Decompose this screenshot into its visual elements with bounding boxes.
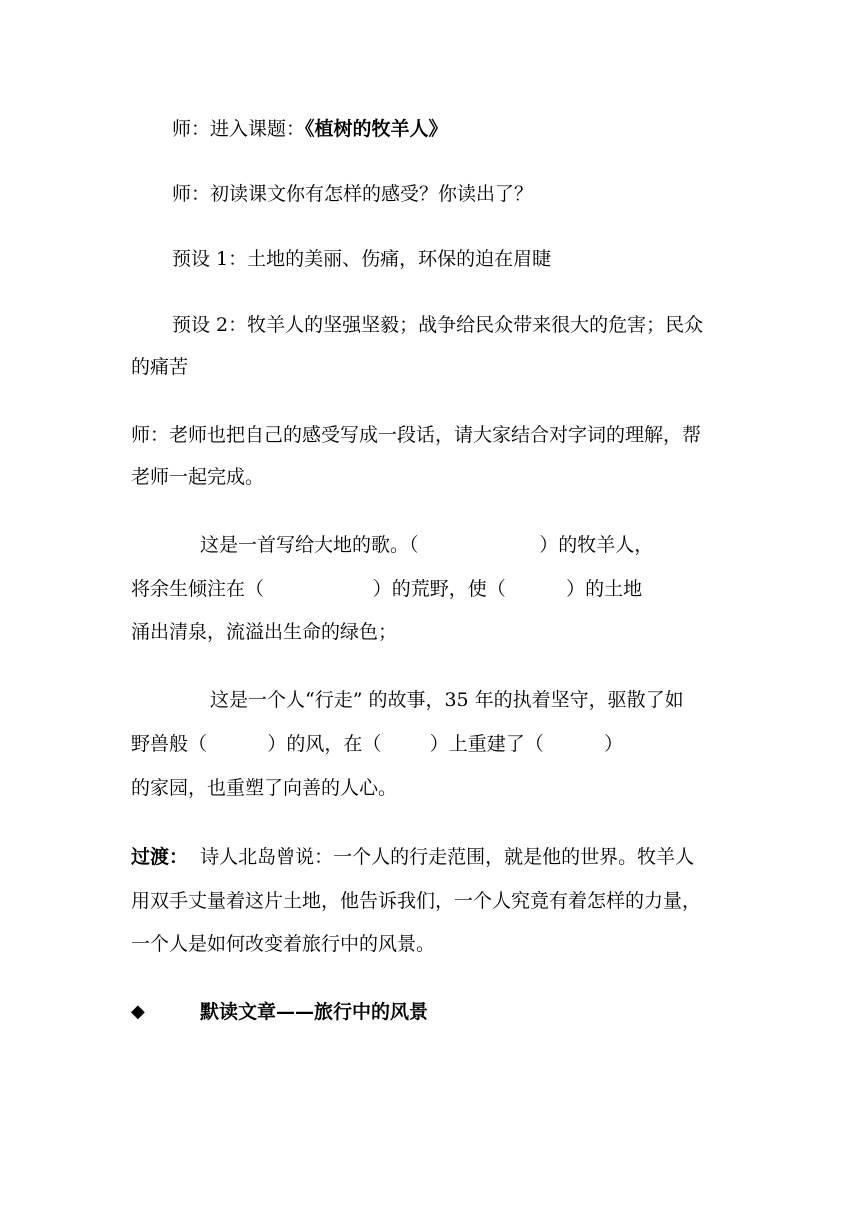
transition-text-1: 诗人北岛曾说：一个人的行走范围，就是他的世界。牧羊人 bbox=[188, 846, 695, 868]
transition-label: 过渡： bbox=[131, 846, 189, 868]
transition-line-1 bbox=[131, 845, 694, 869]
fill-paragraph-1c: 涌出清泉，流溢出生命的绿色； bbox=[131, 621, 398, 643]
section-heading: 默读文章——旅行中的风景 bbox=[200, 1001, 429, 1023]
line-topic bbox=[172, 117, 448, 141]
transition-line-2: 用双手丈量着这片土地，他告诉我们，一个人究竟有着怎样的力量， bbox=[131, 890, 702, 912]
topic-prefix: 师：进入课题： bbox=[172, 118, 306, 140]
lesson-title: 《植树的牧羊人》 bbox=[305, 118, 448, 140]
transition-line-3: 一个人是如何改变着旅行中的风景。 bbox=[131, 933, 436, 955]
fill-paragraph-2b: 野兽般（ ）的风，在（ ）上重建了（ ） bbox=[131, 733, 624, 755]
fill-paragraph-2c: 的家园，也重塑了向善的人心。 bbox=[131, 777, 398, 799]
line-question: 师：初读课文你有怎样的感受？你读出了？ bbox=[172, 183, 534, 205]
line-preset-2b: 的痛苦 bbox=[131, 356, 189, 378]
fill-paragraph-1b: 将余生倾注在（ ）的荒野，使（ ）的土地 bbox=[131, 578, 643, 600]
diamond-bullet-icon: ◆ bbox=[131, 1001, 145, 1022]
line-preset-1: 预设 1：土地的美丽、伤痛，环保的迫在眉睫 bbox=[172, 248, 552, 270]
fill-paragraph-1a: 这是一首写给大地的歌。（ ）的牧羊人， bbox=[200, 534, 654, 556]
fill-paragraph-2a: 这是一个人“行走” 的故事，35 年的执着坚守，驱散了如 bbox=[210, 689, 684, 711]
line-teacher-a: 师：老师也把自己的感受写成一段话，请大家结合对字词的理解，帮 bbox=[131, 424, 702, 446]
line-preset-2a: 预设 2：牧羊人的坚强坚毅；战争给民众带来很大的危害；民众 bbox=[172, 314, 704, 336]
line-teacher-b: 老师一起完成。 bbox=[131, 466, 265, 488]
